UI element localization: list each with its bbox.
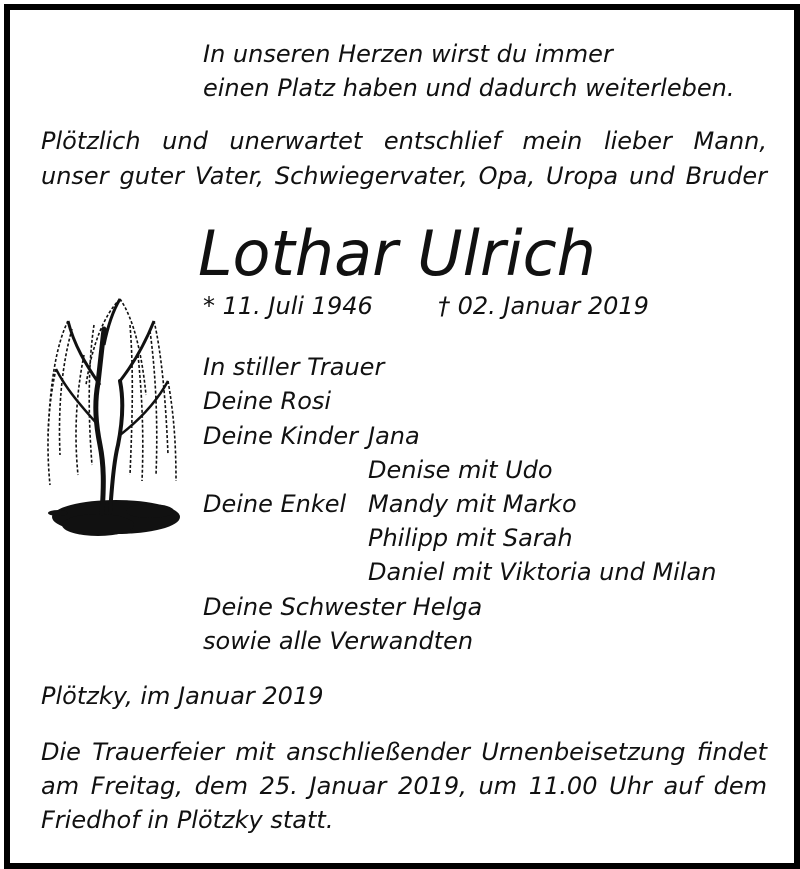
mourner-relatives: sowie alle Verwandten [203, 627, 474, 655]
grandchild-3: Daniel mit Viktoria und Milan [368, 558, 717, 586]
mourner-sister: Deine Schwester Helga [203, 593, 483, 621]
intro-line-1: Plötzlich und unerwartet entschlief mein lieber Mann, [41, 127, 767, 155]
death-date: † 02. Januar 2019 [438, 292, 649, 320]
funeral-line-1: Die Trauerfeier mit anschließender Urnenbeisetzung findet [41, 738, 767, 766]
grandchild-1: Mandy mit Marko [368, 490, 577, 518]
child-1: Jana [368, 422, 420, 450]
child-2: Denise mit Udo [368, 456, 553, 484]
funeral-line-2: am Freitag, dem 25. Januar 2019, um 11.00 Uhr auf dem [41, 772, 767, 800]
grandchildren-label: Deine Enkel [203, 490, 347, 518]
motto-line-1: In unseren Herzen wirst du immer [203, 40, 613, 68]
weeping-willow-icon [38, 285, 184, 547]
funeral-line-3: Friedhof in Plötzky statt. [41, 806, 334, 834]
children-label: Deine Kinder [203, 422, 359, 450]
motto-line-2: einen Platz haben und dadurch weiterleben. [203, 74, 735, 102]
grandchild-2: Philipp mit Sarah [368, 524, 573, 552]
obituary-notice [4, 4, 800, 869]
mourners-heading: In stiller Trauer [203, 353, 385, 381]
birth-date: * 11. Juli 1946 [203, 292, 373, 320]
intro-line-2: unser guter Vater, Schwiegervater, Opa, Uropa und Bruder [41, 162, 767, 190]
mourner-wife: Deine Rosi [203, 387, 332, 415]
place-date: Plötzky, im Januar 2019 [41, 682, 324, 710]
deceased-name: Lothar Ulrich [198, 217, 596, 290]
